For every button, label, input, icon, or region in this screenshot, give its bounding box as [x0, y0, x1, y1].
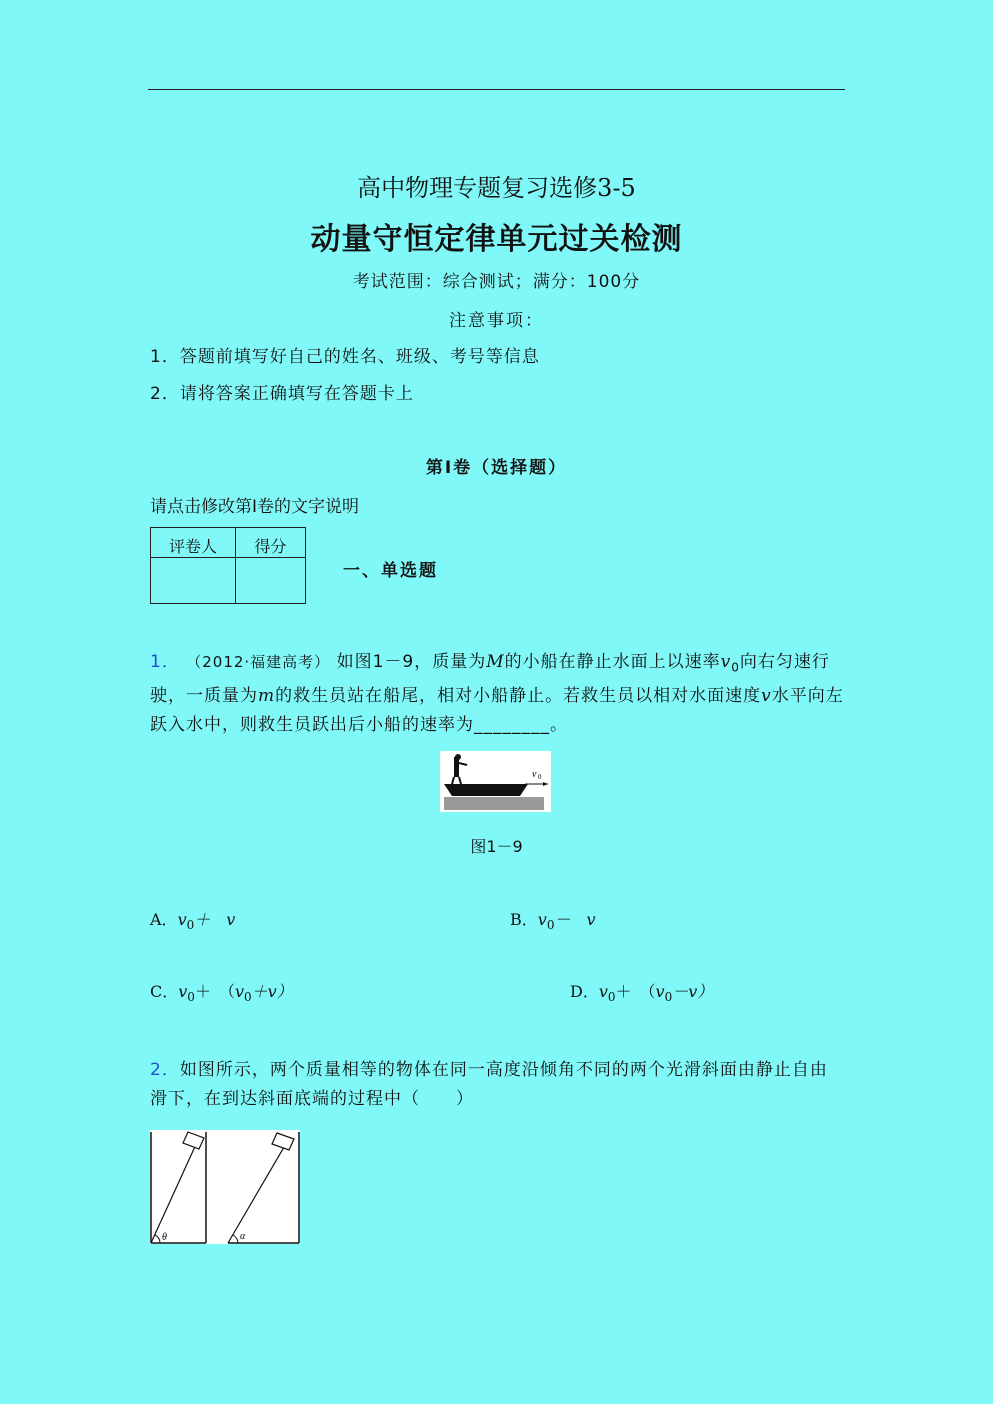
question-number: 1．	[150, 652, 180, 672]
option-b-sub: 0	[546, 918, 555, 933]
option-a-label: A．	[150, 910, 178, 929]
incline-figure	[150, 1130, 300, 1244]
option-b-rest: － v	[554, 910, 596, 929]
velocity-label-sub: 0	[538, 773, 542, 781]
score-header: 得分	[236, 528, 306, 558]
q1-var-v0: v	[720, 652, 732, 672]
q2-text: 如图所示，两个质量相等的物体在同一高度沿倾角不同的两个光滑斜面由静止自由滑下，在到达斜面底端的过程中（ ）	[150, 1060, 828, 1109]
subtitle: 高中物理专题复习选修3-5	[357, 174, 636, 202]
velocity-label: v	[532, 769, 537, 780]
option-d-inner-sub: 0	[664, 990, 673, 1005]
option-c-inner-sub: 0	[244, 990, 252, 1005]
score-cell[interactable]	[236, 558, 306, 604]
option-c-rest: ＋ （	[194, 982, 235, 1001]
page-title: 动量守恒定律单元过关检测	[310, 222, 683, 257]
question-number: 2．	[150, 1060, 180, 1080]
q1-var-m: m	[258, 686, 276, 707]
question-1	[150, 648, 845, 740]
note-2: 2．请将答案正确填写在答题卡上	[150, 384, 414, 404]
grader-cell[interactable]	[151, 558, 236, 604]
q1-sub: 0	[731, 660, 740, 675]
exam-info: 考试范围：综合测试；满分：100分	[352, 272, 641, 292]
option-d-tail: －v）	[672, 982, 714, 1001]
q1-text-e: 水平向左跃入水中，则救生员跃出后小船的速率为________。	[150, 686, 844, 736]
section-instruction: 请点击修改第I卷的文字说明	[150, 497, 360, 517]
q1-text-d: 的救生员站在船尾，相对小船静止。若救生员以相对水面速度	[275, 686, 762, 707]
top-rule	[148, 89, 845, 90]
option-b-label: B．	[510, 910, 538, 929]
option-d-inner: v	[655, 982, 665, 1001]
q1-text-b: 的小船在静止水面上以速率	[504, 652, 721, 672]
option-c[interactable]	[150, 979, 293, 1004]
option-a-rest: ＋ v	[194, 910, 236, 929]
option-d-expr: v	[598, 982, 608, 1001]
incline-illustration	[150, 1130, 300, 1244]
score-table	[150, 527, 306, 604]
angle-alpha-label: α	[240, 1231, 246, 1242]
notice-heading: 注意事项：	[449, 311, 544, 331]
option-c-expr: v	[178, 982, 188, 1001]
option-c-inner: v	[234, 982, 244, 1001]
note-1: 1．答题前填写好自己的姓名、班级、考号等信息	[150, 347, 540, 367]
option-a-expr: v	[177, 910, 187, 929]
boat-figure	[440, 751, 551, 812]
option-d-rest: ＋ （	[615, 982, 656, 1001]
option-a[interactable]	[150, 907, 235, 932]
q1-var-M: M	[486, 652, 505, 672]
question-2	[150, 1056, 845, 1114]
q1-var-v: v	[761, 686, 772, 707]
figure-caption: 图1－9	[470, 837, 523, 856]
q1-text-a: 如图1－9，质量为	[336, 652, 487, 672]
option-c-tail: ＋v）	[251, 982, 293, 1001]
question-source: （2012·福建高考）	[186, 653, 331, 671]
grader-header: 评卷人	[151, 528, 236, 558]
option-d[interactable]	[570, 979, 713, 1004]
section-title: 第I卷（选择题）	[425, 458, 568, 478]
boat-illustration	[440, 751, 551, 812]
angle-theta-label: θ	[162, 1232, 167, 1243]
q1-text-c: 向右匀速行驶，一质量为	[150, 652, 830, 707]
option-d-sub: 0	[607, 990, 616, 1005]
option-a-sub: 0	[186, 918, 195, 933]
option-c-label: C．	[150, 982, 179, 1001]
option-c-sub: 0	[187, 990, 195, 1005]
option-d-label: D．	[570, 982, 599, 1001]
option-b-expr: v	[537, 910, 547, 929]
section-heading: 一、单选题	[343, 561, 438, 581]
option-b[interactable]	[510, 907, 596, 932]
